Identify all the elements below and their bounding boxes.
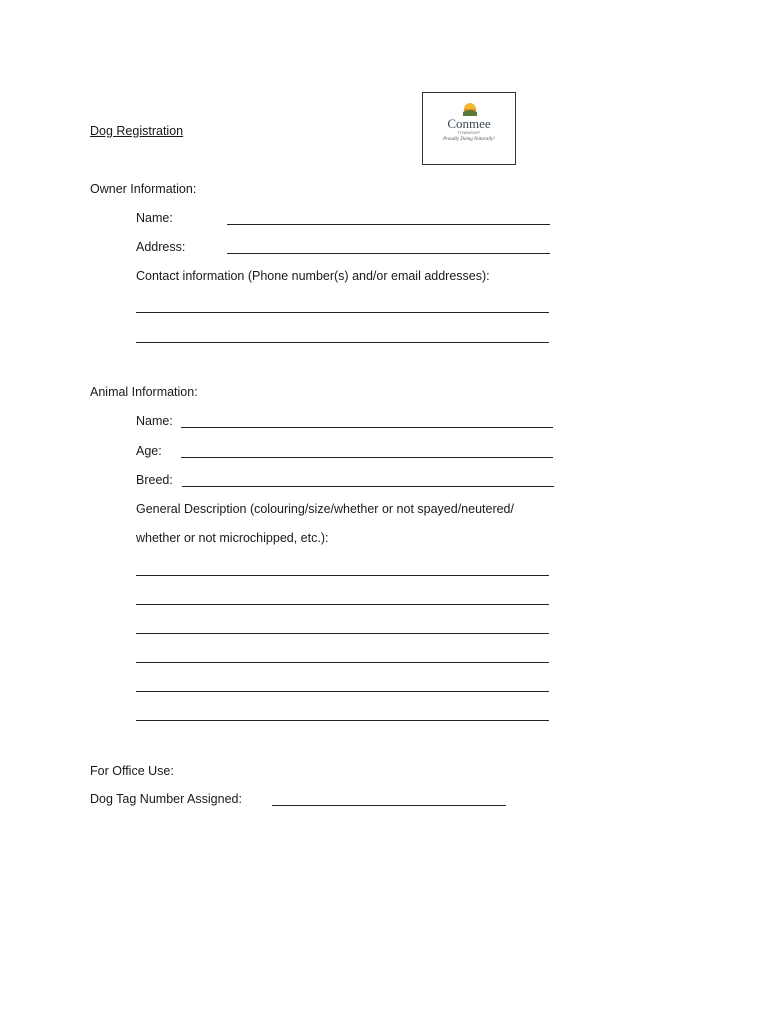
owner-contact-field-1[interactable] (136, 312, 549, 313)
owner-address-field[interactable] (227, 253, 550, 254)
animal-description-field-6[interactable] (136, 720, 549, 721)
animal-breed-label: Breed: (136, 473, 173, 487)
animal-name-label: Name: (136, 414, 173, 428)
owner-name-field[interactable] (227, 224, 550, 225)
office-use-heading: For Office Use: (90, 764, 174, 778)
dog-tag-label: Dog Tag Number Assigned: (90, 792, 242, 806)
owner-contact-field-2[interactable] (136, 342, 549, 343)
owner-address-label: Address: (136, 240, 186, 254)
animal-age-field[interactable] (181, 457, 553, 458)
owner-info-heading: Owner Information: (90, 182, 197, 196)
animal-description-field-4[interactable] (136, 662, 549, 663)
animal-info-heading: Animal Information: (90, 385, 198, 399)
animal-description-label-2: whether or not microchipped, etc.): (136, 531, 329, 545)
animal-description-field-1[interactable] (136, 575, 549, 576)
animal-description-field-3[interactable] (136, 633, 549, 634)
logo-tagline: Proudly Doing Naturally! (443, 137, 495, 142)
animal-age-label: Age: (136, 444, 162, 458)
animal-description-label-1: General Description (colouring/size/whether or not spayed/neutered/ (136, 502, 514, 516)
page-title: Dog Registration (90, 124, 184, 138)
animal-description-field-5[interactable] (136, 691, 549, 692)
animal-breed-field[interactable] (182, 486, 554, 487)
logo-name: Conmee (447, 116, 491, 131)
logo-subtitle: TOWNSHIP (457, 131, 481, 135)
township-logo (422, 92, 516, 165)
owner-name-label: Name: (136, 211, 173, 225)
owner-contact-label: Contact information (Phone number(s) and/or email addresses): (136, 269, 490, 283)
animal-description-field-2[interactable] (136, 604, 549, 605)
animal-name-field[interactable] (181, 427, 553, 428)
dog-tag-field[interactable] (272, 805, 506, 806)
